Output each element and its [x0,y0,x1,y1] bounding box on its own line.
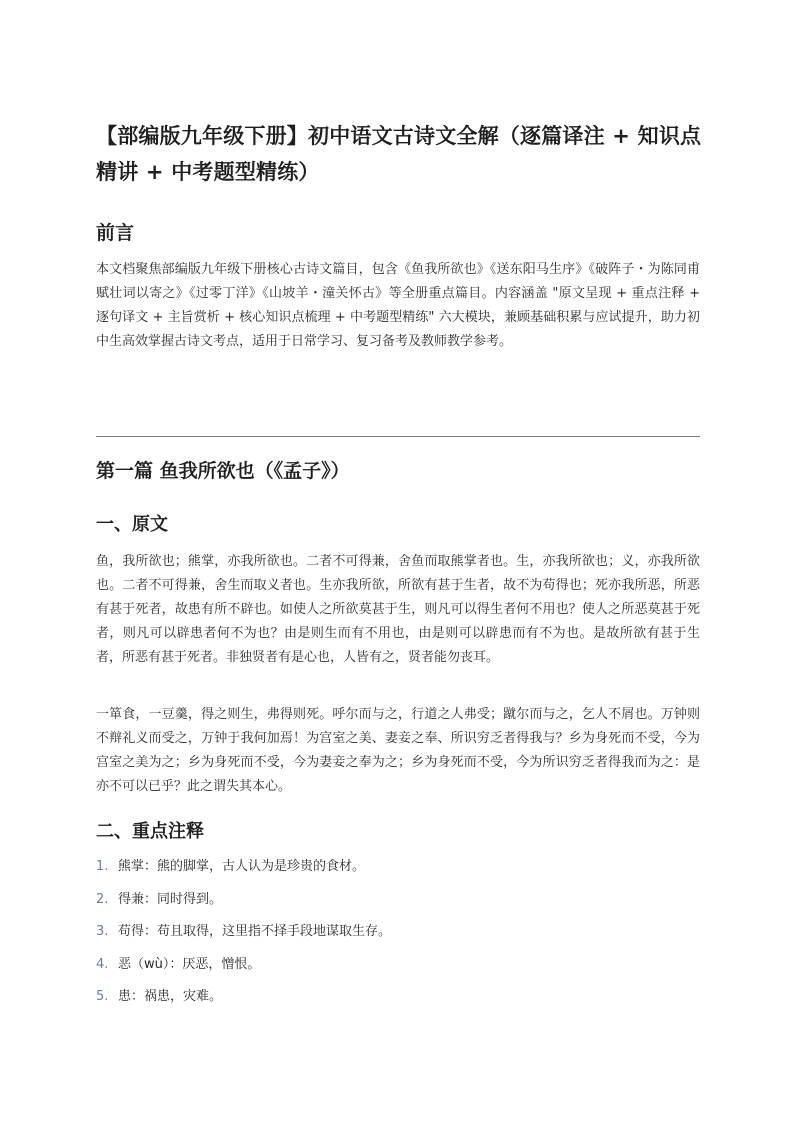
note-text: 苟得：苟且取得，这里指不择手段地谋取生存。 [118,924,392,939]
note-text: 熊掌：熊的脚掌，古人认为是珍贵的食材。 [118,859,366,874]
note-item [96,890,700,923]
section-divider [96,436,700,437]
notes-heading: 二、重点注释 [96,821,204,842]
note-item [96,955,700,988]
note-number: 1. [96,859,109,874]
notes-list [96,857,700,1020]
note-item [96,922,700,955]
chapter-heading: 第一篇 鱼我所欲也（《孟子》） [96,460,350,482]
note-number: 5. [96,989,109,1004]
note-text: 患：祸患，灾难。 [118,989,223,1004]
preface-paragraph: 本文档聚焦部编版九年级下册核心古诗文篇目，包含《鱼我所欲也》《送东阳马生序》《破阵子・为陈同甫赋壮词以寄之》《过零丁洋》《山坡羊・潼关怀古》等全册重点篇目。内容涵盖 "原文呈现 + 重点注释 + 逐句译文 + 主旨赏析 + 核心知识点梳理 + 中考题型精练" 六大模块，兼顾基础积累与应试提升，助力初中生高效掌握古诗文考点，适用于日常学习、复习备考及教师教学参考。 [96,262,700,349]
note-number: 2. [96,891,109,907]
preface-heading: 前言 [96,222,135,244]
note-item [96,987,700,1020]
note-number: 3. [96,924,109,939]
document-title: 【部编版九年级下册】初中语文古诗文全解（逐篇译注 + 知识点精讲 + 中考题型精练） [96,124,702,184]
original-paragraph-1: 鱼，我所欲也；熊掌，亦我所欲也。二者不可得兼，舍鱼而取熊掌者也。生，亦我所欲也；义，亦我所欲也。二者不可得兼，舍生而取义者也。生亦我所欲，所欲有甚于生者，故不为苟得也；死亦我所恶，所恶有甚于死者，故患有所不辟也。如使人之所欲莫甚于生，则凡可以得生者何不用也？使人之所恶莫甚于死者，则凡可以辟患者何不为也？由是则生而有不用也，由是则可以辟患而有不为也。是故所欲有甚于生者，所恶有甚于死者。非独贤者有是心也，人皆有之，贤者能勿丧耳。 [96,554,700,665]
note-text: 恶（wù）：厌恶，憎恨。 [118,956,261,972]
original-text-heading: 一、原文 [96,514,168,535]
note-item [96,857,700,890]
note-number: 4. [96,956,109,972]
note-text: 得兼：同时得到。 [118,891,223,907]
original-paragraph-2: 一箪食，一豆羹，得之则生，弗得则死。呼尔而与之，行道之人弗受；蹴尔而与之，乞人不屑也。万钟则不辩礼义而受之，万钟于我何加焉！为宫室之美、妻妾之奉、所识穷乏者得我与？乡为身死而不受，今为宫室之美为之；乡为身死而不受，今为妻妾之奉为之；乡为身死而不受，今为所识穷乏者得我而为之：是亦不可以已乎？此之谓失其本心。 [96,707,700,794]
